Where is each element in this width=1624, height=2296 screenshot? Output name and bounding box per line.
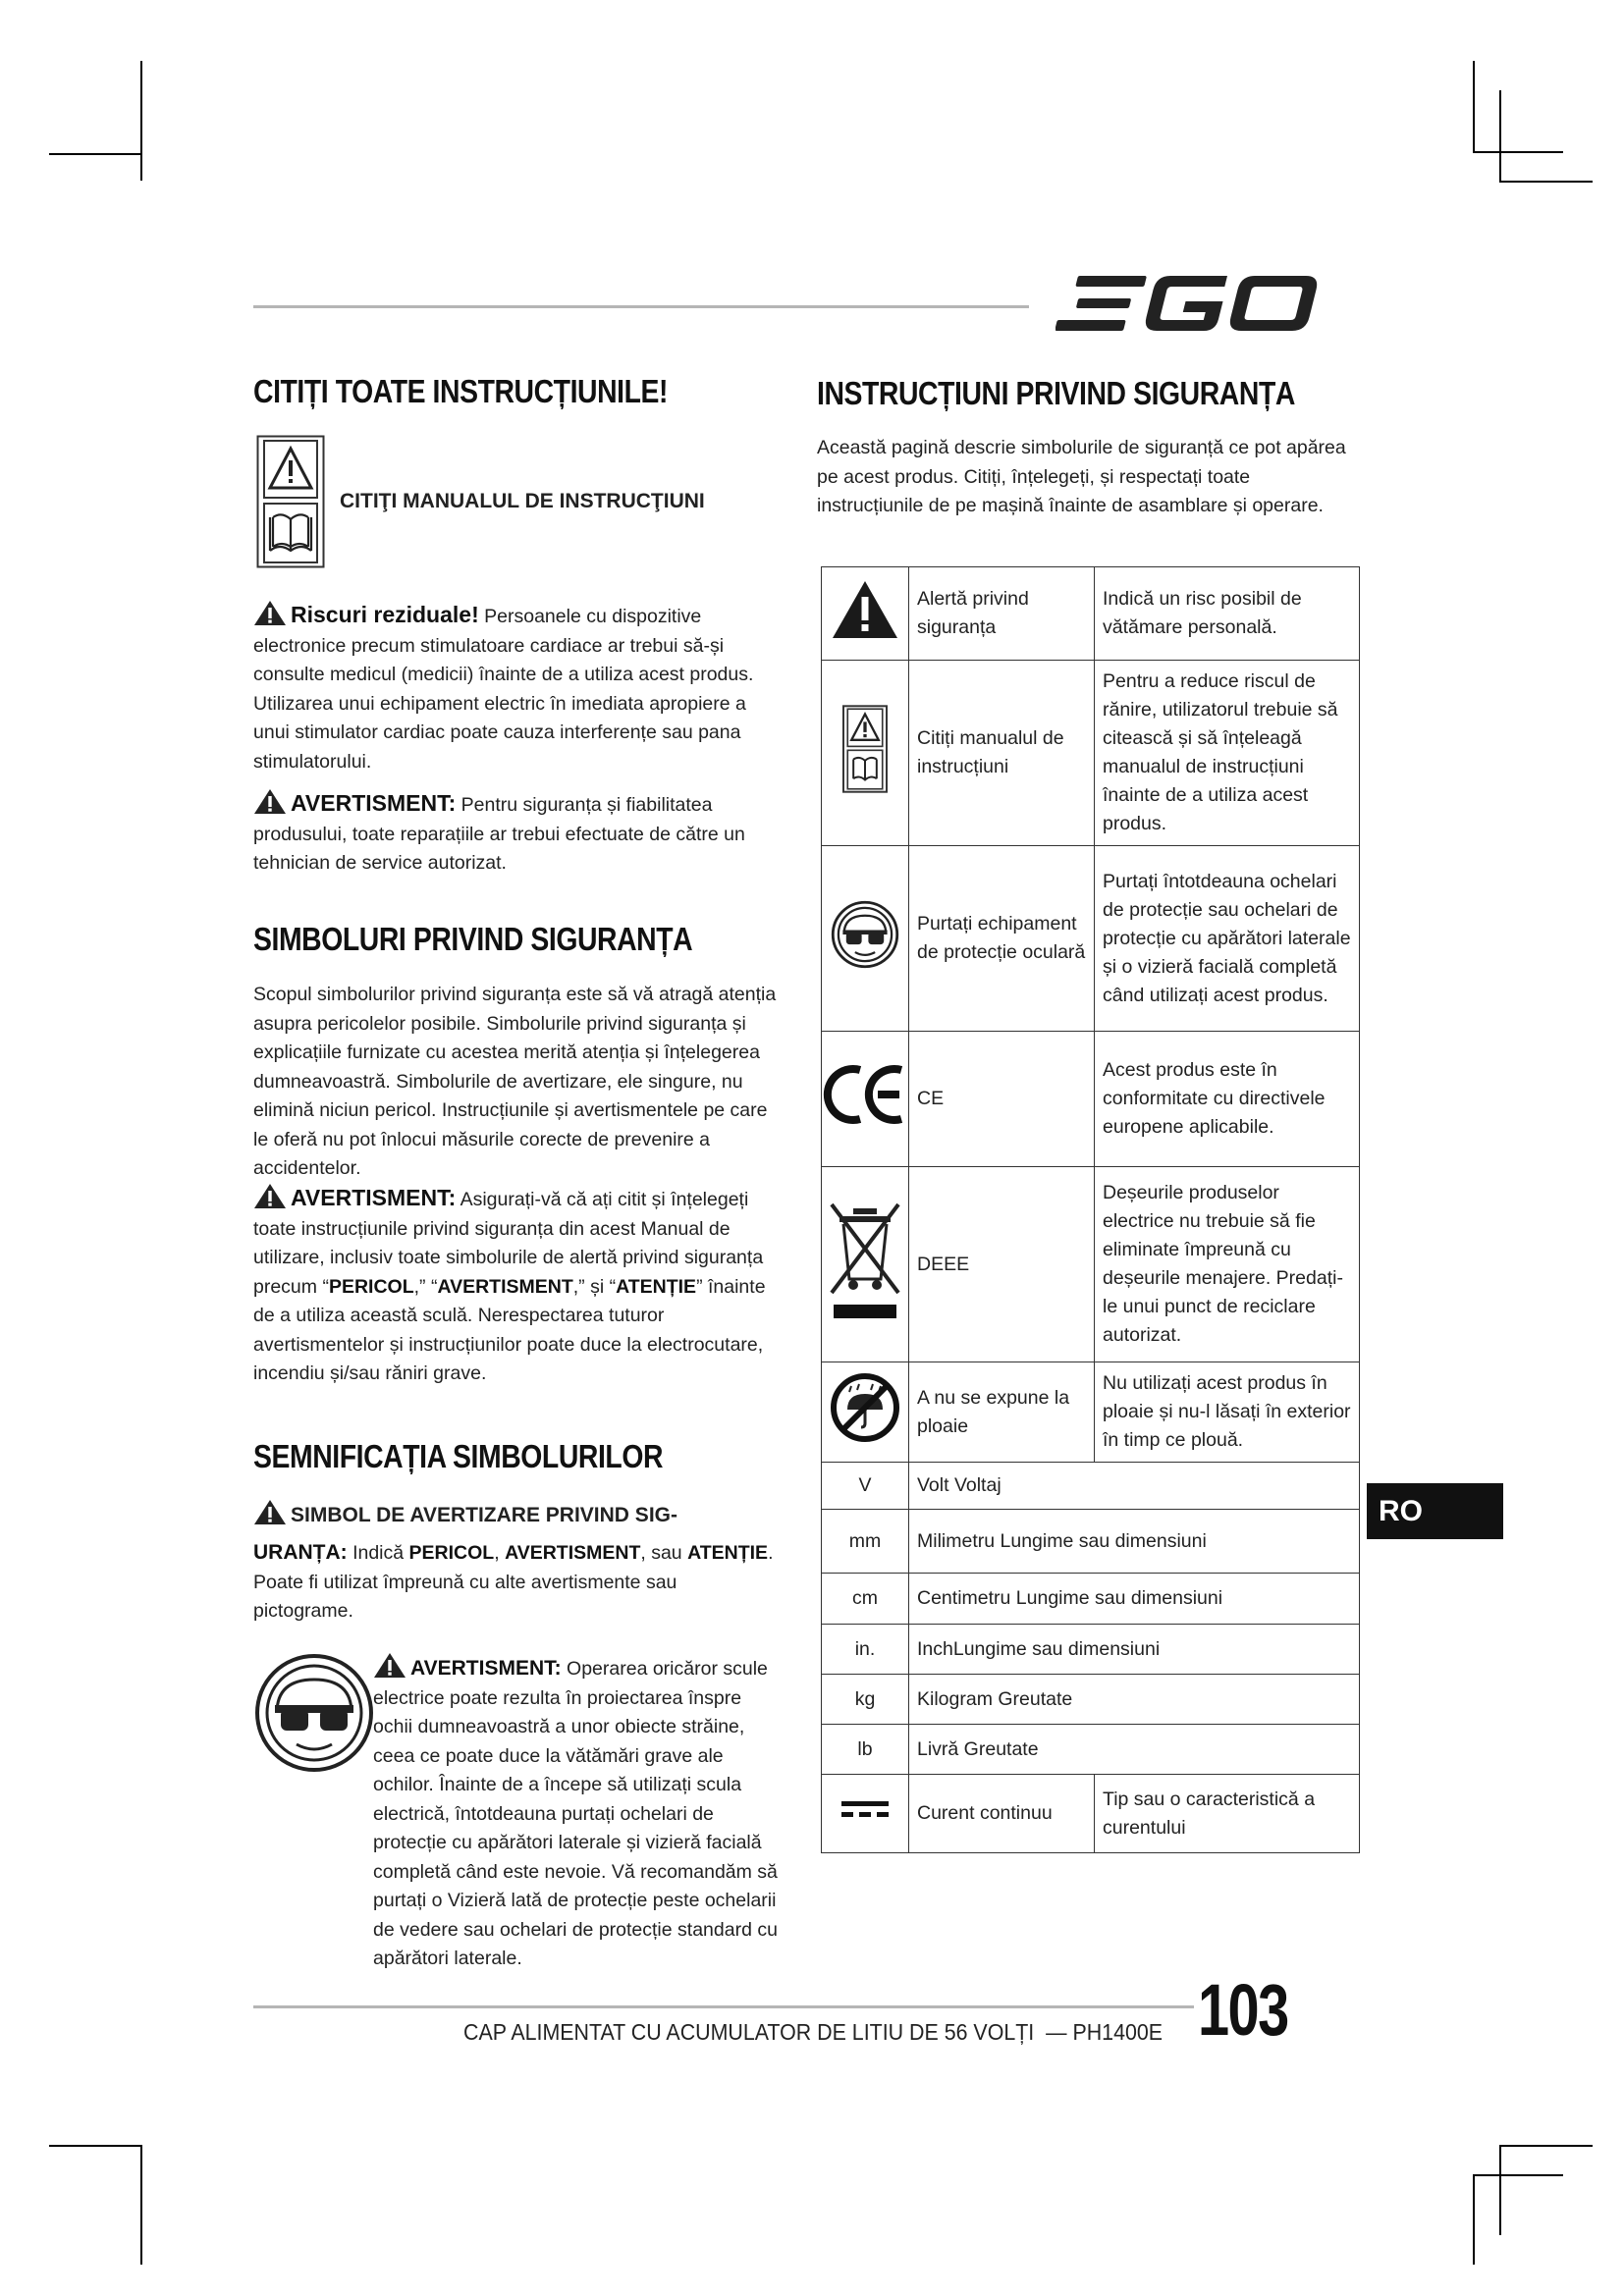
eye-warning-paragraph (373, 1652, 778, 1974)
crop-mark (49, 2145, 142, 2147)
symbol-desc: Nu utilizați acest produs în ploaie și nu-l lăsați în exterior în timp ce plouă. (1095, 1362, 1360, 1463)
residual-risks-lead: Riscuri reziduale! (291, 602, 479, 627)
symbol-name: Curent continuu (909, 1775, 1095, 1853)
read-manual-label: CITIŢI MANUALUL DE INSTRUCŢIUNI (340, 490, 705, 512)
warning-triangle-icon (373, 1652, 406, 1679)
warning-word: AVERTISMENT (437, 1275, 573, 1298)
table-row (822, 846, 1360, 1032)
table-row (822, 661, 1360, 846)
caution-word: ATENȚIE (687, 1542, 769, 1564)
ego-logo (1056, 272, 1350, 335)
unit-symbol: cm (822, 1574, 909, 1625)
unit-symbol: lb (822, 1725, 909, 1775)
icon-cell (822, 1032, 909, 1167)
warning-word: AVERTISMENT (505, 1542, 641, 1564)
danger-word: PERICOL (328, 1275, 414, 1298)
table-row (822, 1625, 1360, 1675)
unit-symbol: kg (822, 1675, 909, 1725)
symbol-desc: Indică un risc posibil de vătămare personală. (1095, 567, 1360, 661)
punctuation: ,” “ (413, 1275, 438, 1298)
symbol-name: Alertă privind siguranța (909, 567, 1095, 661)
punctuation: , (494, 1542, 506, 1564)
warning-triangle-icon (831, 579, 899, 640)
warning-read-text-end: ” înainte de a utiliza această sculă. Nerespectarea tuturor avertismentelor și instrucțiunilor poate duce la electrocutare, incendiu și/sau răniri grave. (253, 1275, 766, 1384)
crop-mark (1473, 2174, 1475, 2265)
table-row (822, 1574, 1360, 1625)
symbol-name: Volt Voltaj (909, 1463, 1360, 1510)
language-tab: RO (1367, 1483, 1503, 1539)
footer-title: CAP ALIMENTAT CU ACUMULATOR DE LITIU DE 56 VOLȚI — PH1400E (463, 2019, 1164, 2045)
eye-warning-text: Operarea oricăror scule electrice poate rezulta în proiectarea înspre ochii dumneavoastră a unor obiecte străine, ceea ce poate duce la vătămări grave ale ochilor. Înainte de a începe să utilizați scula electrică, întotdeauna purtați ochelari de protecție cu apărători laterale și vizieră facială completă când este nevoie. Vă recomandăm să purtați o Vizieră lată de protecție peste ochelarii de vedere sau ochelari de protecție standard cu apărători laterale. (373, 1658, 778, 1969)
safety-intro-paragraph: Această pagină descrie simbolurile de siguranță ce pot apărea pe acest produs. Citiți, înțelegeți, și respectați toate instrucțiunile de pe mașină înainte de asamblare și operare. (817, 437, 1346, 516)
crop-mark (140, 61, 142, 181)
symbol-name: Purtați echipament de protecție oculară (909, 846, 1095, 1032)
symbol-name: Citiți manualul de instrucțiuni (909, 661, 1095, 846)
ce-mark-icon (823, 1062, 907, 1127)
unit-symbol: mm (822, 1510, 909, 1574)
punctuation: , sau (640, 1542, 688, 1564)
alert-symbol-title-text: SIMBOL DE AVERTIZARE PRIVIND SIG- (291, 1504, 677, 1526)
direct-current-icon (840, 1798, 890, 1820)
punctuation: ,” și “ (572, 1275, 617, 1298)
page-number: 103 (1198, 1969, 1288, 2051)
warning-read-text: Asigurați-vă că ați citit și înțelegeți toate instrucțiunile privind siguranța din acest Manual de utilizare, inclusiv toate simbolurile de alertă privind siguranța precum “ (253, 1189, 764, 1298)
symbol-name: Kilogram Greutate (909, 1675, 1360, 1725)
warning-read-lead: AVERTISMENT: (291, 1185, 457, 1210)
symbol-name: CE (909, 1032, 1095, 1167)
alert-text-end: . Poate fi utilizat împreună cu alte avertismente sau pictograme. (253, 1542, 774, 1622)
icon-cell (822, 846, 909, 1032)
crop-mark (1499, 90, 1501, 181)
unit-symbol: V (822, 1463, 909, 1510)
table-row (822, 1167, 1360, 1362)
table-row (822, 1675, 1360, 1725)
crop-mark (140, 2145, 142, 2265)
symbol-desc: Deșeurile produselor electrice nu trebuie să fie eliminate împreună cu deșeurile menajere. Predați-le unui punct de reciclare autorizat. (1095, 1167, 1360, 1362)
symbol-name: InchLungime sau dimensiuni (909, 1625, 1360, 1675)
crop-mark (49, 153, 142, 155)
header-rule (253, 305, 1029, 308)
alert-symbol-title (253, 1499, 677, 1527)
no-rain-icon (830, 1372, 900, 1443)
table-row (822, 1463, 1360, 1510)
eye-protection-icon (253, 1652, 375, 1774)
crop-mark (1473, 2174, 1563, 2176)
icon-cell (822, 661, 909, 846)
read-manual-icon (842, 694, 888, 804)
caution-word: ATENȚIE (616, 1275, 697, 1298)
symbol-name: DEEE (909, 1167, 1095, 1362)
weee-bin-icon (826, 1197, 904, 1324)
warning-read-instructions-paragraph (253, 1183, 779, 1389)
warning-repairs-lead: AVERTISMENT: (291, 790, 457, 816)
warning-repairs-paragraph (253, 788, 779, 879)
alert-symbol-lead: URANȚA: (253, 1541, 348, 1564)
symbol-name: Livră Greutate (909, 1725, 1360, 1775)
heading-read-all: CITIȚI TOATE INSTRUCȚIUNILE! (253, 373, 669, 409)
icon-cell (822, 1167, 909, 1362)
crop-mark (1473, 61, 1475, 151)
read-manual-icon (256, 435, 325, 568)
eye-protection-icon (831, 900, 899, 969)
table-row (822, 1725, 1360, 1775)
warning-triangle-icon (253, 1499, 287, 1525)
alert-text: Indică (347, 1542, 409, 1564)
alert-symbol-paragraph (253, 1538, 779, 1627)
warning-repairs-text: Pentru siguranța și fiabilitatea produsului, toate reparațiile ar trebui efectuate de către un tehnician de service autorizat. (253, 794, 745, 874)
heading-safety-instructions: INSTRUCȚIUNI PRIVIND SIGURANȚA (817, 375, 1295, 411)
table-row (822, 1032, 1360, 1167)
heading-symbol-meaning: SEMNIFICAȚIA SIMBOLURILOR (253, 1438, 664, 1474)
table-row (822, 567, 1360, 661)
residual-risks-paragraph (253, 600, 779, 776)
residual-risks-text: Persoanele cu dispozitive electronice precum stimulatoare cardiace ar trebui să-și consulte medicul (medicii) înainte de a utiliza acest produs. Utilizarea unui echipament electric în imediata apropiere a unui stimulator cardiac poate cauza interferențe sau pana stimulatorului. (253, 606, 754, 773)
symbol-name: Centimetru Lungime sau dimensiuni (909, 1574, 1360, 1625)
heading-safety-symbols: SIMBOLURI PRIVIND SIGURANȚA (253, 921, 693, 957)
symbol-desc: Tip sau o caracteristică a curentului (1095, 1775, 1360, 1853)
crop-mark (1499, 181, 1593, 183)
icon-cell (822, 1775, 909, 1853)
footer-rule (253, 2005, 1194, 2008)
crop-mark (1499, 2145, 1593, 2147)
warning-triangle-icon (253, 1183, 287, 1209)
table-row (822, 1510, 1360, 1574)
icon-cell (822, 567, 909, 661)
crop-mark (1473, 151, 1563, 153)
eye-warning-lead: AVERTISMENT: (410, 1657, 562, 1680)
symbol-name: Milimetru Lungime sau dimensiuni (909, 1510, 1360, 1574)
table-row (822, 1362, 1360, 1463)
danger-word: PERICOL (408, 1542, 495, 1564)
symbol-desc: Acest produs este în conformitate cu directivele europene aplicabile. (1095, 1032, 1360, 1167)
symbol-desc: Pentru a reduce riscul de rănire, utilizatorul trebuie să citească și să înțeleagă manualul de instrucțiuni înainte de a utiliza acest produs. (1095, 661, 1360, 846)
symbol-desc: Purtați întotdeauna ochelari de protecție sau ochelari de protecție cu apărători laterale și o vizieră facială completă când utilizați acest produs. (1095, 846, 1360, 1032)
symbols-purpose-paragraph: Scopul simbolurilor privind siguranța este să vă atragă atenția asupra pericolelor posibile. Simbolurile privind siguranța și explicațiile furnizate cu acestea merită atenția și înțelegerea dumneavoastră. Simbolurile de avertizare, ele singure, nu elimină niciun pericol. Instrucțiunile și avertismentele pe care le oferă nu pot înlocui măsurile corecte de prevenire a accidentelor. (253, 984, 777, 1179)
warning-triangle-icon (253, 600, 287, 626)
icon-cell (822, 1362, 909, 1463)
warning-triangle-icon (253, 788, 287, 815)
symbols-table (821, 566, 1360, 1853)
unit-symbol: in. (822, 1625, 909, 1675)
symbol-name: A nu se expune la ploaie (909, 1362, 1095, 1463)
table-row (822, 1775, 1360, 1853)
crop-mark (1499, 2145, 1501, 2235)
